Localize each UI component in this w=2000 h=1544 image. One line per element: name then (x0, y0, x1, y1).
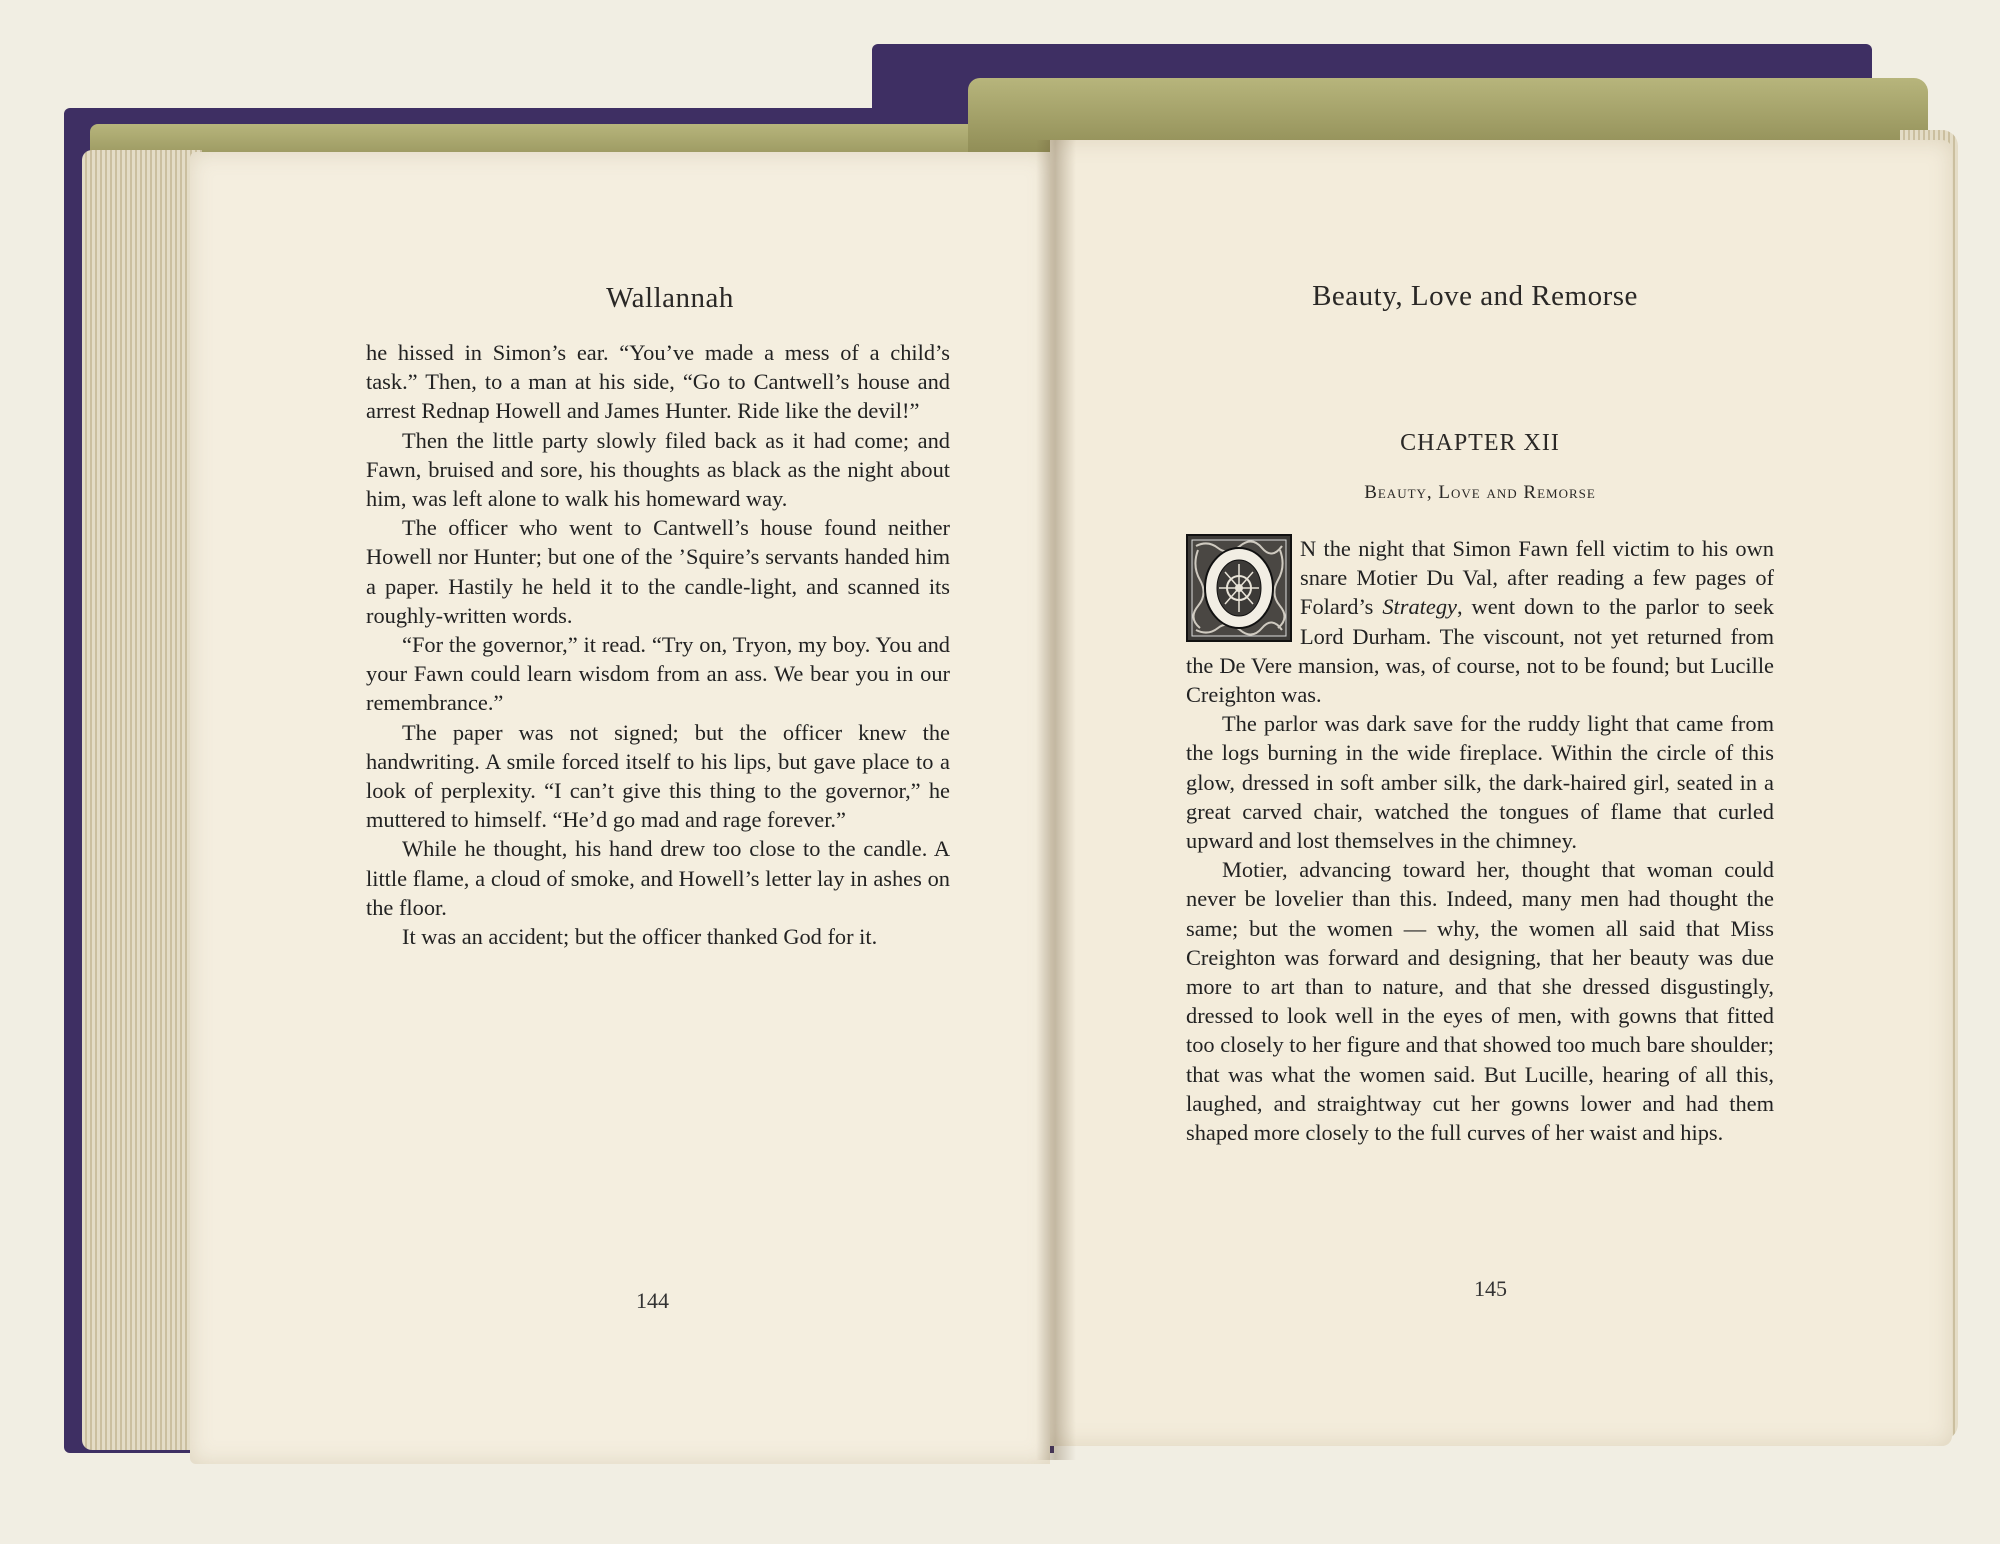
chapter-subtitle: Beauty, Love and Remorse (1364, 482, 1596, 503)
left-running-head: Wallannah (606, 282, 734, 314)
chapter-title: CHAPTER XII (1400, 430, 1560, 456)
page-number-right: 145 (1474, 1276, 1507, 1301)
paragraph: Then the little party slowly filed back as it had come; and Fawn, bruised and sore, his thoughts as black as the night about him, was left alone to walk his homeward way. (366, 427, 950, 512)
right-running-head: Beauty, Love and Remorse (1312, 280, 1638, 312)
page-stack-left (82, 150, 202, 1450)
paragraph: It was an accident; but the officer thanked God for it. (402, 924, 878, 950)
paragraph: he hissed in Simon’s ear. “You’ve made a mess of a child’s task.” Then, to a man at his side, “Go to Cantwell’s house and arrest Rednap Howell and James Hunter. Ride like the devil!” (366, 340, 950, 424)
paragraph: The officer who went to Cantwell’s house found neither Howell nor Hunter; but one of the ’Squire’s servants handed him a paper. Hastily he held it to the candle-light, and scanned its roughly-written words. (366, 515, 950, 628)
paragraph: “For the governor,” it read. “Try on, Tryon, my boy. You and your Fawn could learn wisdom from an ass. We bear you in our remembrance.” (366, 632, 950, 716)
right-page-text (1186, 534, 1774, 1147)
left-page-text (366, 338, 950, 951)
page-number-left: 144 (636, 1288, 669, 1313)
paragraph: The parlor was dark save for the ruddy light that came from the logs burning in the wide fireplace. Within the circle of this glow, dressed in soft amber silk, the dark-haired girl, seated in a great carved chair, watched the tongues of flame that curled upward and lost themselves in the chimney. (1186, 711, 1774, 854)
drop-cap-space (1186, 534, 1300, 646)
book-gutter (1036, 140, 1076, 1460)
paragraph: The paper was not signed; but the officer knew the handwriting. A smile forced itself to his lips, but gave place to a look of perplexity. “I can’t give this thing to the governor,” he muttered to himself. “He’d go mad and rage forever.” (366, 719, 950, 833)
paragraph: While he thought, his hand drew too close to the candle. A little flame, a cloud of smoke, and Howell’s letter lay in ashes on the floor. (366, 836, 950, 920)
paragraph: Motier, advancing toward her, thought that woman could never be lovelier than this. Indeed, many men had thought the same; but the women — why, the women all said that Miss Creighton was forward and designing, that her beauty was due more to art than to nature, and that she dressed disgustingly, dressed to look well in the eyes of men, with gowns that fitted too closely to her figure and that showed too much bare shoulder; that was what the women said. But Lucille, hearing of all this, laughed, and straightway cut her gowns lower and had them shaped more closely to the full curves of her waist and hips. (1186, 857, 1774, 1146)
paragraph: N the night that Simon Fawn fell victim to his own snare Motier Du Val, after reading a few pages of Folard’s Strategy, went down to the parlor to seek Lord Durham. The viscount, not yet returned from the De Vere mansion, was, of course, not to be found; but Lucille Creighton was. (1186, 536, 1774, 708)
